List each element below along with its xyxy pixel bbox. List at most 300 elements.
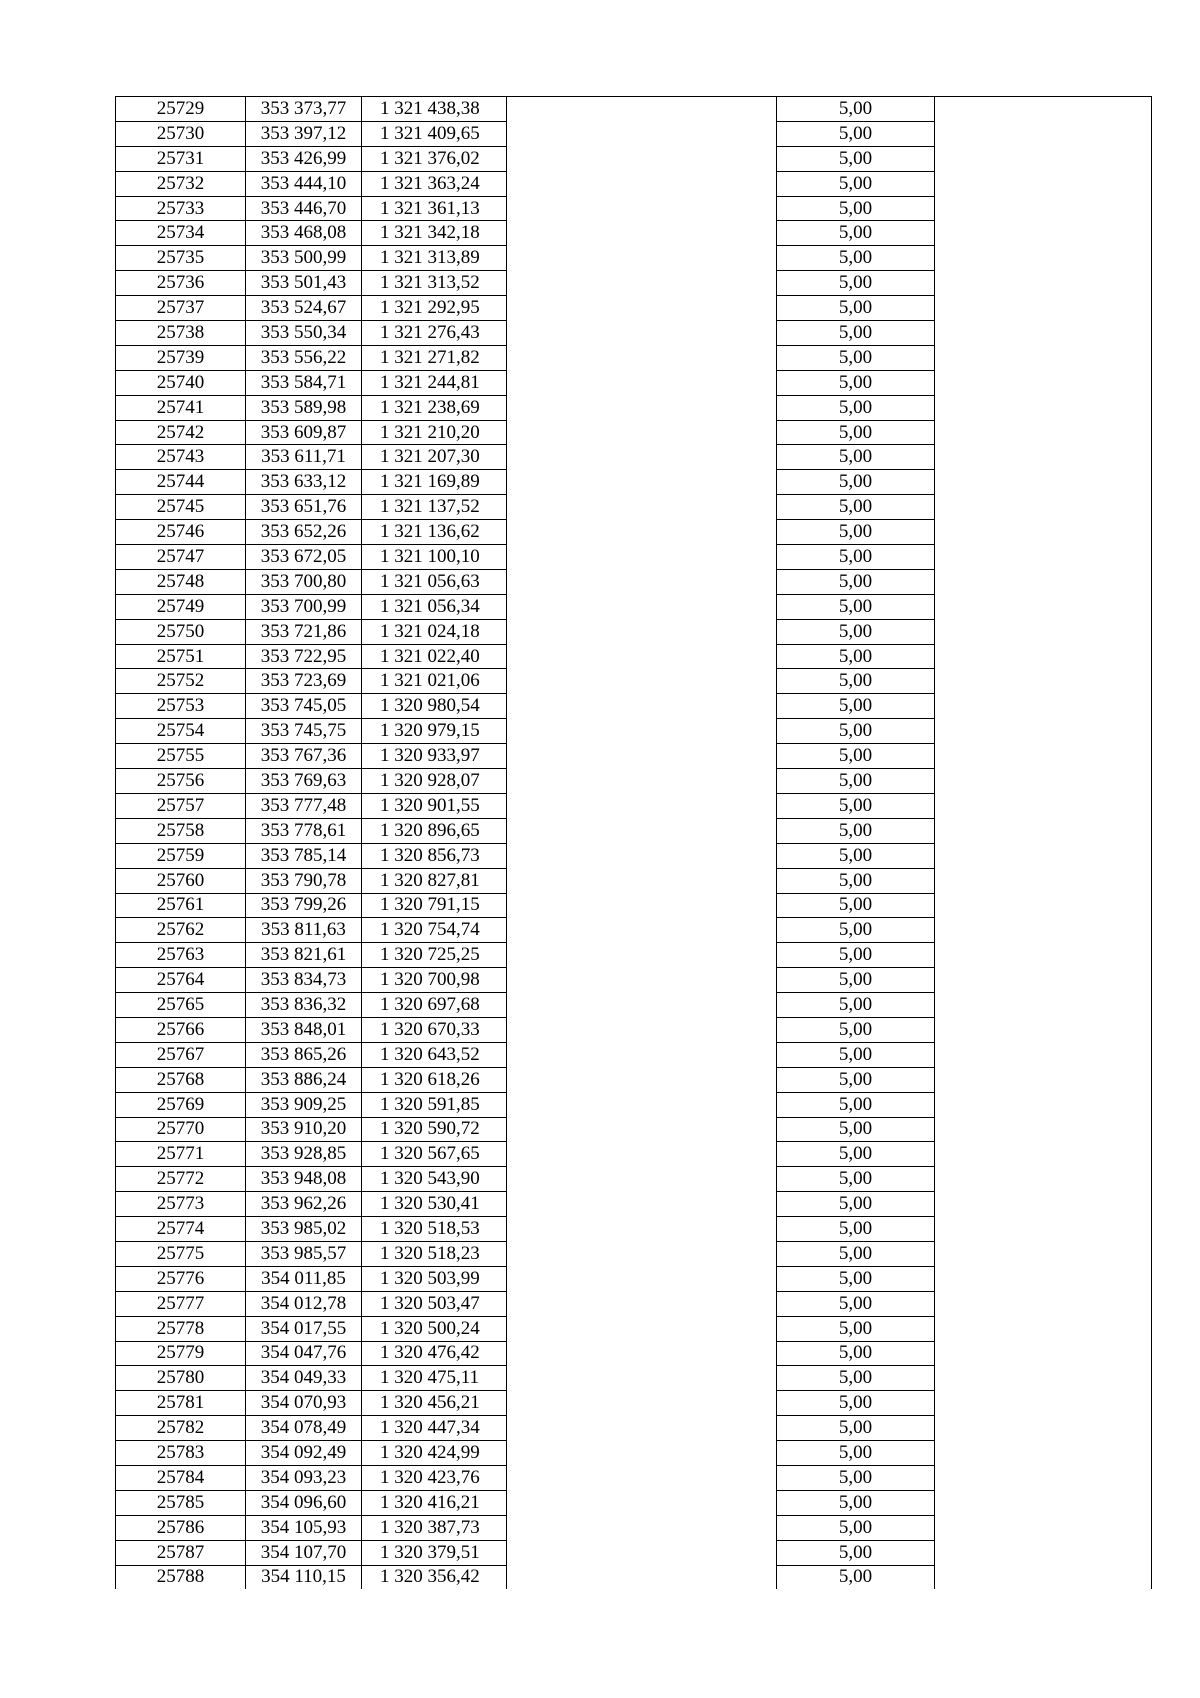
point-number-cell: 25749 (116, 594, 246, 619)
value-cell: 5,00 (777, 1167, 935, 1192)
empty-cell (507, 1067, 777, 1092)
x-coordinate-cell: 353 672,05 (246, 545, 362, 570)
empty-cell (935, 1465, 1152, 1490)
point-number-cell: 25778 (116, 1316, 246, 1341)
empty-cell (507, 221, 777, 246)
value-cell: 5,00 (777, 445, 935, 470)
table-row (116, 296, 1152, 321)
y-coordinate-cell: 1 321 244,81 (362, 370, 507, 395)
empty-cell (507, 545, 777, 570)
point-number-cell: 25731 (116, 146, 246, 171)
x-coordinate-cell: 353 550,34 (246, 321, 362, 346)
value-cell: 5,00 (777, 569, 935, 594)
empty-cell (507, 345, 777, 370)
x-coordinate-cell: 353 767,36 (246, 744, 362, 769)
point-number-cell: 25783 (116, 1441, 246, 1466)
empty-cell (507, 1167, 777, 1192)
empty-cell (507, 520, 777, 545)
x-coordinate-cell: 353 778,61 (246, 818, 362, 843)
empty-cell (935, 644, 1152, 669)
point-number-cell: 25779 (116, 1341, 246, 1366)
empty-cell (507, 669, 777, 694)
x-coordinate-cell: 354 017,55 (246, 1316, 362, 1341)
point-number-cell: 25748 (116, 569, 246, 594)
value-cell: 5,00 (777, 470, 935, 495)
point-number-cell: 25740 (116, 370, 246, 395)
value-cell: 5,00 (777, 246, 935, 271)
y-coordinate-cell: 1 320 530,41 (362, 1192, 507, 1217)
x-coordinate-cell: 353 769,63 (246, 769, 362, 794)
value-cell: 5,00 (777, 1565, 935, 1589)
point-number-cell: 25755 (116, 744, 246, 769)
empty-cell (507, 1217, 777, 1242)
empty-cell (507, 1465, 777, 1490)
point-number-cell: 25735 (116, 246, 246, 271)
table-row (116, 1515, 1152, 1540)
point-number-cell: 25768 (116, 1067, 246, 1092)
y-coordinate-cell: 1 321 292,95 (362, 296, 507, 321)
empty-cell (507, 495, 777, 520)
x-coordinate-cell: 353 928,85 (246, 1142, 362, 1167)
value-cell: 5,00 (777, 1366, 935, 1391)
empty-cell (507, 1042, 777, 1067)
empty-cell (935, 1067, 1152, 1092)
empty-cell (507, 843, 777, 868)
empty-cell (935, 370, 1152, 395)
x-coordinate-cell: 354 047,76 (246, 1341, 362, 1366)
table-row (116, 1366, 1152, 1391)
value-cell: 5,00 (777, 1465, 935, 1490)
x-coordinate-cell: 353 785,14 (246, 843, 362, 868)
empty-cell (935, 1490, 1152, 1515)
value-cell: 5,00 (777, 1391, 935, 1416)
y-coordinate-cell: 1 320 500,24 (362, 1316, 507, 1341)
x-coordinate-cell: 353 886,24 (246, 1067, 362, 1092)
y-coordinate-cell: 1 320 475,11 (362, 1366, 507, 1391)
point-number-cell: 25772 (116, 1167, 246, 1192)
point-number-cell: 25743 (116, 445, 246, 470)
table-row (116, 868, 1152, 893)
empty-cell (507, 1316, 777, 1341)
empty-cell (935, 1391, 1152, 1416)
empty-cell (507, 1416, 777, 1441)
x-coordinate-cell: 353 745,05 (246, 694, 362, 719)
table-row (116, 196, 1152, 221)
value-cell: 5,00 (777, 793, 935, 818)
value-cell: 5,00 (777, 1017, 935, 1042)
empty-cell (507, 1142, 777, 1167)
empty-cell (507, 395, 777, 420)
y-coordinate-cell: 1 320 476,42 (362, 1341, 507, 1366)
table-row (116, 1316, 1152, 1341)
x-coordinate-cell: 353 985,57 (246, 1241, 362, 1266)
empty-cell (507, 644, 777, 669)
point-number-cell: 25745 (116, 495, 246, 520)
x-coordinate-cell: 353 848,01 (246, 1017, 362, 1042)
y-coordinate-cell: 1 321 210,20 (362, 420, 507, 445)
value-cell: 5,00 (777, 196, 935, 221)
empty-cell (507, 993, 777, 1018)
point-number-cell: 25729 (116, 97, 246, 122)
value-cell: 5,00 (777, 1192, 935, 1217)
y-coordinate-cell: 1 320 791,15 (362, 893, 507, 918)
empty-cell (507, 1515, 777, 1540)
point-number-cell: 25736 (116, 271, 246, 296)
empty-cell (935, 619, 1152, 644)
empty-cell (507, 868, 777, 893)
point-number-cell: 25744 (116, 470, 246, 495)
x-coordinate-cell: 353 910,20 (246, 1117, 362, 1142)
x-coordinate-cell: 353 865,26 (246, 1042, 362, 1067)
y-coordinate-cell: 1 320 503,47 (362, 1291, 507, 1316)
empty-cell (935, 1540, 1152, 1565)
x-coordinate-cell: 353 468,08 (246, 221, 362, 246)
x-coordinate-cell: 354 093,23 (246, 1465, 362, 1490)
point-number-cell: 25747 (116, 545, 246, 570)
table-row (116, 1167, 1152, 1192)
x-coordinate-cell: 354 096,60 (246, 1490, 362, 1515)
empty-cell (935, 769, 1152, 794)
empty-cell (935, 1167, 1152, 1192)
y-coordinate-cell: 1 320 424,99 (362, 1441, 507, 1466)
table-row (116, 1416, 1152, 1441)
empty-cell (935, 1291, 1152, 1316)
x-coordinate-cell: 353 426,99 (246, 146, 362, 171)
table-row (116, 246, 1152, 271)
point-number-cell: 25739 (116, 345, 246, 370)
table-row (116, 1540, 1152, 1565)
point-number-cell: 25766 (116, 1017, 246, 1042)
x-coordinate-cell: 353 524,67 (246, 296, 362, 321)
point-number-cell: 25734 (116, 221, 246, 246)
y-coordinate-cell: 1 320 643,52 (362, 1042, 507, 1067)
empty-cell (507, 246, 777, 271)
x-coordinate-cell: 353 821,61 (246, 943, 362, 968)
value-cell: 5,00 (777, 1092, 935, 1117)
value-cell: 5,00 (777, 818, 935, 843)
x-coordinate-cell: 353 633,12 (246, 470, 362, 495)
y-coordinate-cell: 1 320 456,21 (362, 1391, 507, 1416)
y-coordinate-cell: 1 321 056,34 (362, 594, 507, 619)
point-number-cell: 25764 (116, 968, 246, 993)
value-cell: 5,00 (777, 1142, 935, 1167)
y-coordinate-cell: 1 321 137,52 (362, 495, 507, 520)
point-number-cell: 25754 (116, 719, 246, 744)
y-coordinate-cell: 1 320 591,85 (362, 1092, 507, 1117)
table-row (116, 1441, 1152, 1466)
y-coordinate-cell: 1 321 376,02 (362, 146, 507, 171)
table-row (116, 719, 1152, 744)
y-coordinate-cell: 1 321 271,82 (362, 345, 507, 370)
coordinates-table (115, 96, 1152, 1589)
empty-cell (935, 545, 1152, 570)
value-cell: 5,00 (777, 1042, 935, 1067)
empty-cell (507, 121, 777, 146)
empty-cell (507, 694, 777, 719)
y-coordinate-cell: 1 320 856,73 (362, 843, 507, 868)
empty-cell (935, 196, 1152, 221)
value-cell: 5,00 (777, 619, 935, 644)
table-row (116, 1017, 1152, 1042)
empty-cell (507, 1241, 777, 1266)
value-cell: 5,00 (777, 271, 935, 296)
table-row (116, 395, 1152, 420)
empty-cell (935, 420, 1152, 445)
empty-cell (935, 1017, 1152, 1042)
y-coordinate-cell: 1 320 590,72 (362, 1117, 507, 1142)
x-coordinate-cell: 353 500,99 (246, 246, 362, 271)
table-row (116, 271, 1152, 296)
y-coordinate-cell: 1 320 827,81 (362, 868, 507, 893)
table-row (116, 1565, 1152, 1589)
point-number-cell: 25752 (116, 669, 246, 694)
value-cell: 5,00 (777, 1117, 935, 1142)
y-coordinate-cell: 1 321 024,18 (362, 619, 507, 644)
table-row (116, 1117, 1152, 1142)
empty-cell (935, 221, 1152, 246)
empty-cell (935, 719, 1152, 744)
table-row (116, 793, 1152, 818)
table-row (116, 769, 1152, 794)
empty-cell (935, 1515, 1152, 1540)
empty-cell (507, 769, 777, 794)
table-row (116, 171, 1152, 196)
point-number-cell: 25746 (116, 520, 246, 545)
x-coordinate-cell: 353 834,73 (246, 968, 362, 993)
value-cell: 5,00 (777, 1067, 935, 1092)
x-coordinate-cell: 353 836,32 (246, 993, 362, 1018)
empty-cell (507, 296, 777, 321)
y-coordinate-cell: 1 321 021,06 (362, 669, 507, 694)
value-cell: 5,00 (777, 171, 935, 196)
x-coordinate-cell: 353 556,22 (246, 345, 362, 370)
x-coordinate-cell: 353 609,87 (246, 420, 362, 445)
point-number-cell: 25773 (116, 1192, 246, 1217)
value-cell: 5,00 (777, 719, 935, 744)
y-coordinate-cell: 1 321 361,13 (362, 196, 507, 221)
point-number-cell: 25757 (116, 793, 246, 818)
empty-cell (507, 1192, 777, 1217)
y-coordinate-cell: 1 320 700,98 (362, 968, 507, 993)
table-row (116, 370, 1152, 395)
empty-cell (935, 1441, 1152, 1466)
y-coordinate-cell: 1 320 423,76 (362, 1465, 507, 1490)
empty-cell (507, 97, 777, 122)
empty-cell (507, 893, 777, 918)
table-body (116, 97, 1152, 1590)
x-coordinate-cell: 353 501,43 (246, 271, 362, 296)
empty-cell (507, 1092, 777, 1117)
table-row (116, 1042, 1152, 1067)
point-number-cell: 25788 (116, 1565, 246, 1589)
table-row (116, 1067, 1152, 1092)
table-row (116, 1092, 1152, 1117)
x-coordinate-cell: 353 589,98 (246, 395, 362, 420)
empty-cell (507, 569, 777, 594)
value-cell: 5,00 (777, 1291, 935, 1316)
x-coordinate-cell: 353 811,63 (246, 918, 362, 943)
y-coordinate-cell: 1 321 342,18 (362, 221, 507, 246)
empty-cell (507, 619, 777, 644)
y-coordinate-cell: 1 321 100,10 (362, 545, 507, 570)
y-coordinate-cell: 1 321 276,43 (362, 321, 507, 346)
value-cell: 5,00 (777, 644, 935, 669)
empty-cell (935, 1416, 1152, 1441)
x-coordinate-cell: 354 092,49 (246, 1441, 362, 1466)
empty-cell (935, 943, 1152, 968)
point-number-cell: 25759 (116, 843, 246, 868)
value-cell: 5,00 (777, 893, 935, 918)
table-row (116, 545, 1152, 570)
y-coordinate-cell: 1 320 543,90 (362, 1167, 507, 1192)
value-cell: 5,00 (777, 345, 935, 370)
point-number-cell: 25780 (116, 1366, 246, 1391)
empty-cell (935, 1366, 1152, 1391)
empty-cell (935, 345, 1152, 370)
point-number-cell: 25750 (116, 619, 246, 644)
empty-cell (507, 818, 777, 843)
value-cell: 5,00 (777, 296, 935, 321)
point-number-cell: 25786 (116, 1515, 246, 1540)
point-number-cell: 25738 (116, 321, 246, 346)
y-coordinate-cell: 1 320 933,97 (362, 744, 507, 769)
empty-cell (935, 171, 1152, 196)
empty-cell (935, 968, 1152, 993)
table-row (116, 445, 1152, 470)
table-row (116, 1490, 1152, 1515)
table-row (116, 569, 1152, 594)
x-coordinate-cell: 353 721,86 (246, 619, 362, 644)
table-row (116, 345, 1152, 370)
table-row (116, 818, 1152, 843)
y-coordinate-cell: 1 320 725,25 (362, 943, 507, 968)
table-row (116, 321, 1152, 346)
table-row (116, 893, 1152, 918)
y-coordinate-cell: 1 320 518,23 (362, 1241, 507, 1266)
empty-cell (507, 271, 777, 296)
point-number-cell: 25741 (116, 395, 246, 420)
point-number-cell: 25767 (116, 1042, 246, 1067)
empty-cell (935, 818, 1152, 843)
empty-cell (935, 694, 1152, 719)
point-number-cell: 25774 (116, 1217, 246, 1242)
y-coordinate-cell: 1 320 387,73 (362, 1515, 507, 1540)
table-row (116, 1192, 1152, 1217)
table-row (116, 644, 1152, 669)
point-number-cell: 25782 (116, 1416, 246, 1441)
y-coordinate-cell: 1 320 754,74 (362, 918, 507, 943)
point-number-cell: 25769 (116, 1092, 246, 1117)
empty-cell (507, 968, 777, 993)
table-row (116, 843, 1152, 868)
table-row (116, 1341, 1152, 1366)
value-cell: 5,00 (777, 943, 935, 968)
empty-cell (935, 993, 1152, 1018)
empty-cell (507, 744, 777, 769)
value-cell: 5,00 (777, 520, 935, 545)
empty-cell (935, 1142, 1152, 1167)
y-coordinate-cell: 1 320 928,07 (362, 769, 507, 794)
table-row (116, 97, 1152, 122)
y-coordinate-cell: 1 321 409,65 (362, 121, 507, 146)
value-cell: 5,00 (777, 1515, 935, 1540)
x-coordinate-cell: 354 070,93 (246, 1391, 362, 1416)
x-coordinate-cell: 353 723,69 (246, 669, 362, 694)
x-coordinate-cell: 353 611,71 (246, 445, 362, 470)
table-row (116, 420, 1152, 445)
y-coordinate-cell: 1 321 056,63 (362, 569, 507, 594)
y-coordinate-cell: 1 321 136,62 (362, 520, 507, 545)
y-coordinate-cell: 1 320 980,54 (362, 694, 507, 719)
empty-cell (935, 520, 1152, 545)
y-coordinate-cell: 1 320 697,68 (362, 993, 507, 1018)
table-row (116, 694, 1152, 719)
y-coordinate-cell: 1 320 567,65 (362, 1142, 507, 1167)
table-row (116, 1266, 1152, 1291)
value-cell: 5,00 (777, 1316, 935, 1341)
table-row (116, 495, 1152, 520)
value-cell: 5,00 (777, 545, 935, 570)
value-cell: 5,00 (777, 1540, 935, 1565)
table-row (116, 470, 1152, 495)
empty-cell (507, 146, 777, 171)
value-cell: 5,00 (777, 221, 935, 246)
value-cell: 5,00 (777, 744, 935, 769)
y-coordinate-cell: 1 321 313,52 (362, 271, 507, 296)
value-cell: 5,00 (777, 495, 935, 520)
x-coordinate-cell: 354 011,85 (246, 1266, 362, 1291)
value-cell: 5,00 (777, 769, 935, 794)
table-row (116, 1465, 1152, 1490)
x-coordinate-cell: 353 397,12 (246, 121, 362, 146)
empty-cell (507, 1291, 777, 1316)
x-coordinate-cell: 353 722,95 (246, 644, 362, 669)
x-coordinate-cell: 353 790,78 (246, 868, 362, 893)
empty-cell (507, 1391, 777, 1416)
table-row (116, 669, 1152, 694)
y-coordinate-cell: 1 320 901,55 (362, 793, 507, 818)
table-row (116, 1241, 1152, 1266)
point-number-cell: 25742 (116, 420, 246, 445)
empty-cell (507, 1341, 777, 1366)
value-cell: 5,00 (777, 968, 935, 993)
value-cell: 5,00 (777, 868, 935, 893)
value-cell: 5,00 (777, 1416, 935, 1441)
x-coordinate-cell: 353 777,48 (246, 793, 362, 818)
value-cell: 5,00 (777, 669, 935, 694)
empty-cell (935, 495, 1152, 520)
empty-cell (935, 296, 1152, 321)
x-coordinate-cell: 353 700,80 (246, 569, 362, 594)
empty-cell (507, 1017, 777, 1042)
empty-cell (935, 1266, 1152, 1291)
point-number-cell: 25737 (116, 296, 246, 321)
empty-cell (935, 1192, 1152, 1217)
value-cell: 5,00 (777, 1341, 935, 1366)
point-number-cell: 25762 (116, 918, 246, 943)
empty-cell (935, 445, 1152, 470)
x-coordinate-cell: 354 107,70 (246, 1540, 362, 1565)
value-cell: 5,00 (777, 1241, 935, 1266)
x-coordinate-cell: 354 110,15 (246, 1565, 362, 1589)
empty-cell (507, 420, 777, 445)
empty-cell (935, 669, 1152, 694)
empty-cell (507, 594, 777, 619)
y-coordinate-cell: 1 320 379,51 (362, 1540, 507, 1565)
point-number-cell: 25765 (116, 993, 246, 1018)
empty-cell (935, 1217, 1152, 1242)
table-row (116, 1217, 1152, 1242)
